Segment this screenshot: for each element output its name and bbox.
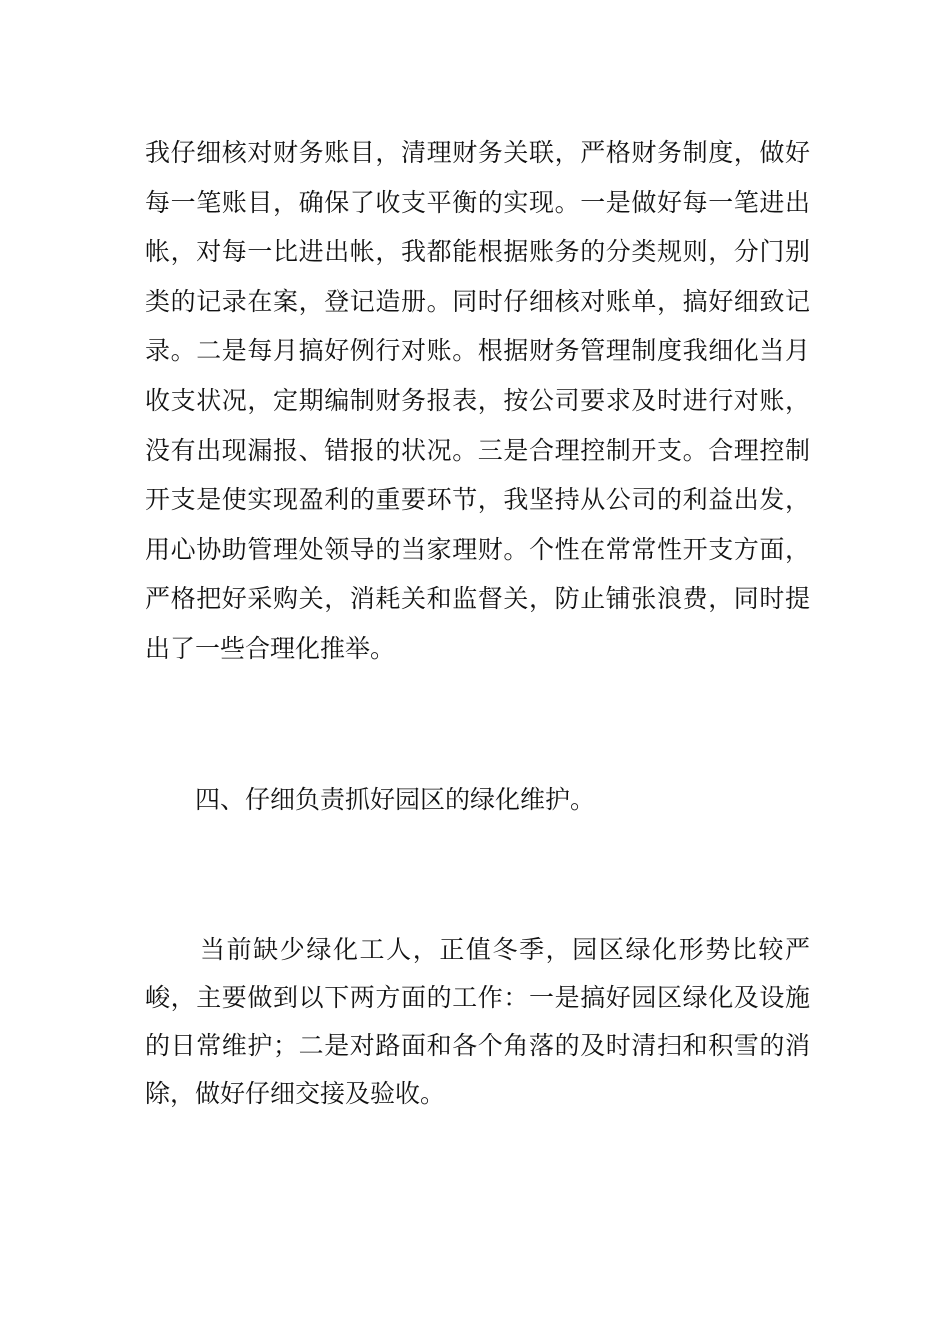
body-paragraph-finance: 我仔细核对财务账目，清理财务关联，严格财务制度，做好每一笔账目，确保了收支平衡的实现。一是做好每一笔进出帐，对每一比进出帐，我都能根据账务的分类规则，分门别类的记录在案，登记造册。同时仔细核对账单，搞好细致记录。二是每月搞好例行对账。根据财务管理制度我细化当月收支状况，定期编制财务报表，按公司要求及时进行对账，没有出现漏报、错报的状况。三是合理控制开支。合理控制开支是使实现盈利的重要环节，我坚持从公司的利益出发，用心协助管理处领导的当家理财。个性在常常性开支方面，严格把好采购关，消耗关和监督关，防止铺张浪费，同时提出了一些合理化推举。: [145, 138, 810, 663]
section-heading-greening: 四、仔细负责抓好园区的绿化维护。: [195, 785, 596, 814]
body-paragraph-greening: 当前缺少绿化工人，正值冬季，园区绿化形势比较严峻，主要做到以下两方面的工作：一是搞好园区绿化及设施的日常维护；二是对路面和各个角落的及时清扫和积雪的消除，做好仔细交接及验收。: [145, 935, 810, 1108]
